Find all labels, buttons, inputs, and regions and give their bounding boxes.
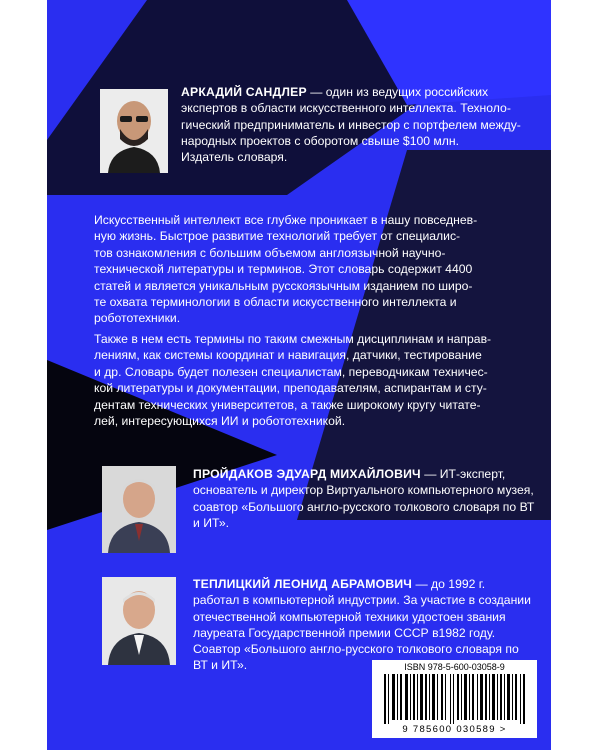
isbn-text: ISBN 978-5-600-03058-9 [404, 662, 505, 672]
desc-line: лей, интересующихся ИИ и робототехникой. [94, 414, 346, 429]
desc-line: те охвата терминологии в области искусственного интеллекта и [94, 295, 457, 310]
bio-line: — один из ведущих российских [306, 85, 489, 99]
bio-line: отечественной компьютерной техники удостоен звания [193, 609, 506, 624]
barcode-bars [384, 674, 525, 724]
bio-line: и ИТ». [193, 515, 230, 530]
bio-line: гический предприниматель и инвестор с портфелем между- [181, 117, 521, 132]
author-teplitsky-name: ТЕПЛИЦКИЙ ЛЕОНИД АБРАМОВИЧ [193, 577, 413, 591]
bio-line: ВТ и ИТ». [193, 658, 248, 673]
bio-line: — до 1992 г. [412, 577, 486, 591]
author-proydakov-photo [102, 466, 176, 553]
author-proydakov-name: ПРОЙДАКОВ ЭДУАРД МИХАЙЛОВИЧ [193, 467, 421, 481]
description-paragraph-1 [94, 212, 502, 327]
bio-line: народных проектов с оборотом свыше $100 млн. [181, 133, 460, 148]
author-teplitsky-photo [102, 577, 176, 665]
portrait-icon [102, 577, 176, 665]
barcode-digits [372, 724, 537, 735]
barcode-label [372, 660, 537, 738]
author-sandler-photo [100, 89, 168, 173]
author-proydakov-bio [193, 466, 543, 531]
barcode-number: 9 785600 030589 [402, 724, 496, 735]
desc-line: кой литературы и документации, преподавателям, аспирантам и сту- [94, 381, 487, 396]
bio-line: лауреата Государственной премии СССР в1982 году. [193, 625, 496, 640]
description-paragraph-2 [94, 331, 502, 429]
bio-line: Издатель словаря. [181, 150, 288, 165]
bio-line: работал в компьютерной индустрии. За участие в создании [193, 593, 531, 608]
bio-line: Соавтор «Большого англо-русского толкового словаря по [193, 642, 519, 657]
author-sandler-name: АРКАДИЙ САНДЛЕР [181, 85, 307, 99]
portrait-icon [100, 89, 168, 173]
portrait-icon [102, 466, 176, 553]
desc-line: тов ознакомления с большим объемом англоязычной научно- [94, 245, 446, 260]
bio-line: соавтор «Большого англо-русского толкового словаря по ВТ [193, 499, 535, 514]
desc-line: Искусственный интеллект все глубже проникает в нашу повседнев- [94, 213, 478, 227]
desc-line: робототехники. [94, 311, 181, 326]
desc-line: и др. Словарь будет полезен специалистам, переводчикам техничес- [94, 364, 488, 379]
desc-line: лениям, как системы координат и навигация, датчики, тестирование [94, 348, 482, 363]
barcode-arrow: > [499, 724, 507, 735]
author-sandler-bio [181, 84, 541, 165]
bio-line: основатель и директор Виртуального компьютерного музея, [193, 483, 534, 498]
desc-line: технической литературы и терминов. Этот словарь содержит 4400 [94, 262, 473, 277]
desc-line: ную жизнь. Быстрое развитие технологий требует от специалис- [94, 229, 461, 244]
book-back-cover [47, 0, 551, 750]
desc-line: статей и является уникальным русскоязычным изданием по широ- [94, 278, 473, 293]
desc-line: Также в нем есть термины по таким смежным дисциплинам и направ- [94, 332, 492, 346]
bio-line: экспертов в области искусственного интеллекта. Техноло- [181, 101, 511, 116]
desc-line: дентам технических университетов, а также широкому кругу читате- [94, 397, 481, 412]
bio-line: — ИТ-эксперт, [420, 467, 506, 481]
